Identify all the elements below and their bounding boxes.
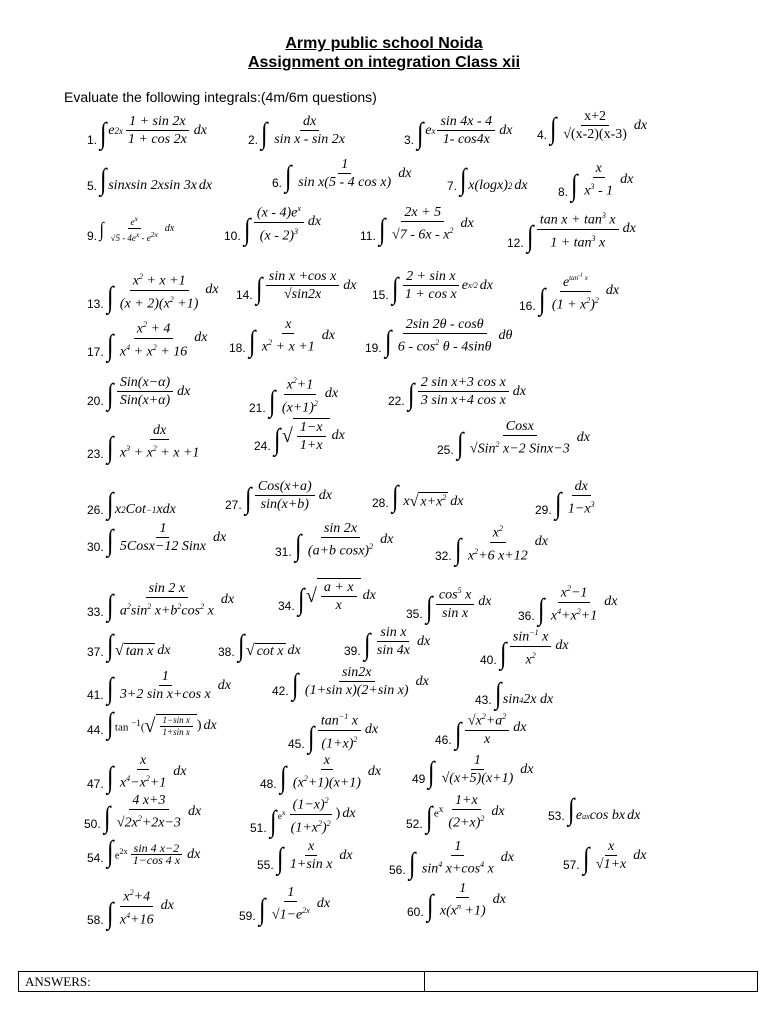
question-number: 20. bbox=[87, 394, 104, 408]
answers-cell bbox=[425, 972, 757, 991]
integrand: $\frac{x+2}{√(x-2)(x-3)}$ dx bbox=[563, 109, 648, 142]
question-60: 60. ∫ $\frac{1}{x(x^n +1)}$ dx bbox=[407, 881, 506, 922]
question-4: 4. ∫ $\frac{x+2}{√(x-2)(x-3)}$ dx bbox=[537, 109, 648, 145]
question-number: 56. bbox=[389, 862, 406, 877]
question-number: 26. bbox=[87, 503, 104, 517]
integrand: $\frac{x}{(x^2+1)(x+1)}$ dx bbox=[292, 753, 382, 791]
question-57: 57. ∫ $\frac{x}{√1+x}$ dx bbox=[563, 839, 647, 875]
question-24: 24. ∫ √ $\frac{1-x}{1+x}$ dx bbox=[254, 420, 345, 456]
question-number: 47. bbox=[87, 776, 104, 791]
question-number: 22. bbox=[388, 394, 405, 408]
question-number: 36. bbox=[518, 609, 535, 624]
question-number: 13. bbox=[87, 297, 104, 312]
integrand: $\frac{x}{x^2 + x +1}$ dx bbox=[261, 317, 335, 355]
question-number: 55. bbox=[257, 858, 274, 872]
integrand: $\frac{x^2+1}{(x+1)^2}$ dx bbox=[277, 372, 338, 416]
question-number: 28. bbox=[372, 496, 389, 510]
question-number: 9. bbox=[87, 229, 98, 243]
question-13: 13. ∫ $\frac{x^2 + x +1}{(x + 2)(x^2 +1)}$ dx bbox=[87, 268, 219, 312]
question-number: 33. bbox=[87, 604, 104, 619]
question-number: 12. bbox=[507, 236, 524, 251]
question-23: 23. ∫ $\frac{dx}{x^3 + x^2 + x +1}$ bbox=[87, 422, 204, 462]
question-56: 56. ∫ $\frac{1}{\sin^4 x+\cos^4 x}$ dx bbox=[389, 839, 515, 880]
question-number: 38. bbox=[218, 645, 235, 659]
question-38: 38. ∫ √ cot x dx bbox=[218, 629, 301, 662]
question-20: 20. ∫ $\frac{\text{Sin(x−α)}}{\text{Sin(x+α)}}$ dx bbox=[87, 375, 191, 411]
question-47: 47. ∫ $\frac{x}{x^4-x^2+1}$ dx bbox=[87, 753, 187, 794]
question-49: 49 ∫ $\frac{1}{√(x+5)(x+1)}$ dx bbox=[412, 753, 534, 789]
question-46: 46. ∫ $\frac{√x^2+a^2}{x}$ dx bbox=[435, 708, 526, 748]
integrand: √ $\frac{a + x}{x}$ dx bbox=[305, 580, 376, 613]
integrand: $\frac{1}{\text{3+2 sin x+cos x}}$ dx bbox=[119, 669, 231, 702]
question-number: 5. bbox=[87, 179, 98, 193]
question-number: 50. bbox=[84, 816, 101, 831]
question-25: 25. ∫ $\frac{\text{Cosx}}{√Sin^2 x-2 Sinx-3}$ dx bbox=[437, 419, 590, 460]
integrand: $\frac{x^2}{x^2+6 x+12}$ dx bbox=[463, 520, 548, 564]
question-number: 46. bbox=[435, 732, 452, 747]
question-number: 30. bbox=[87, 540, 104, 554]
question-39: 39. ∫ $\frac{\text{sin x}}{\sin 4x}$ dx bbox=[344, 625, 431, 661]
question-41: 41. ∫ $\frac{1}{\text{3+2 sin x+cos x}}$ dx bbox=[87, 669, 231, 705]
integrand: $\frac{\text{2 + sin x}}{\text{1 + cos x}}$ e x/2 dx bbox=[404, 269, 493, 302]
integrand: e x $\frac{\sin 4x - 4}{1- \cos 4x}$ dx bbox=[425, 114, 513, 147]
integrand: tan $^{-1}$( √ $\frac{\text{1−sin x}}{\text{1+sin x}}$ ) dx bbox=[114, 714, 217, 737]
question-7: 7. ∫ x (log x ) 2 dx bbox=[447, 163, 528, 196]
integrand: $\frac{x^2-1}{x^4+x^2+1}$ dx bbox=[546, 580, 618, 624]
integrand: $\frac{2x + 5}{√7 - 6x - x^2}$ dx bbox=[392, 205, 474, 243]
integrand: $\frac{1}{√(x+5)(x+1)}$ dx bbox=[441, 753, 534, 786]
question-number: 43. bbox=[475, 693, 492, 707]
question-number: 2. bbox=[248, 133, 259, 147]
question-18: 18. ∫ $\frac{x}{x^2 + x +1}$ dx bbox=[229, 317, 335, 358]
question-30: 30. ∫ $\frac{1}{\text{5Cosx−12 Sinx}}$ dx bbox=[87, 521, 227, 557]
question-14: 14. ∫ $\frac{\text{sin x +cos x}}{√\sin 2x}$ dx bbox=[236, 269, 357, 305]
question-number: 57. bbox=[563, 858, 580, 872]
integrand: $\frac{x}{x^3 - 1}$ dx bbox=[584, 161, 634, 199]
integrand: $\frac{x}{\text{1+sin x}}$ dx bbox=[289, 839, 353, 872]
integrand: $\frac{\sin^{-1} x}{x^2}$ dx bbox=[508, 624, 569, 668]
integrand: $e^{2x}$ $\frac{\sin 4 x-2}{1-\cos 4 x}$ dx bbox=[114, 841, 201, 867]
question-12: 12. ∫ $\frac{\tan x + \tan^3 x}{1 + \tan^3 x}$ dx bbox=[507, 207, 636, 251]
question-number: 19. bbox=[365, 340, 382, 355]
integrand: $\frac{x}{√1+x}$ dx bbox=[595, 839, 647, 872]
question-34: 34. ∫ √ $\frac{a + x}{x}$ dx bbox=[278, 580, 376, 616]
question-55: 55. ∫ $\frac{x}{\text{1+sin x}}$ dx bbox=[257, 839, 353, 875]
question-40: 40. ∫ $\frac{\sin^{-1} x}{x^2}$ dx bbox=[480, 624, 569, 668]
instruction: Evaluate the following integrals:(4m/6m questions) bbox=[64, 89, 377, 105]
integrand: $\frac{\sin 2x}{\text{(1+sin x)(2+sin x)}}$ dx bbox=[304, 665, 429, 698]
question-number: 44. bbox=[87, 723, 104, 737]
question-32: 32. ∫ $\frac{x^2}{x^2+6 x+12}$ dx bbox=[435, 520, 548, 564]
question-number: 54. bbox=[87, 851, 104, 865]
question-10: 10. ∫ $\frac{(x - 4)e^x}{(x - 2)^3}$ dx bbox=[224, 200, 321, 244]
integrand: $\frac{dx}{x^3 + x^2 + x +1}$ bbox=[119, 423, 200, 461]
integrand: $\frac{\tan^{-1} x}{(1+x)^2}$ dx bbox=[316, 708, 378, 752]
integrand: $\frac{1}{√1-e^{2x}}$ dx bbox=[271, 885, 331, 923]
question-36: 36. ∫ $\frac{x^2-1}{x^4+x^2+1}$ dx bbox=[518, 580, 617, 624]
question-number: 39. bbox=[344, 644, 361, 658]
integrand: $\frac{2\sin 2\theta - \cos\theta}{6 - \cos^2 \theta - 4\sin\theta}$ dθ bbox=[397, 317, 513, 355]
question-number: 29. bbox=[535, 502, 552, 517]
question-48: 48. ∫ $\frac{x}{(x^2+1)(x+1)}$ dx bbox=[260, 753, 382, 794]
integrand: $\frac{\text{Cosx}}{√Sin^2 x-2 Sinx-3}$ dx bbox=[469, 419, 590, 457]
school-name: Army public school Noida bbox=[285, 35, 483, 52]
question-number: 45. bbox=[288, 737, 305, 752]
question-8: 8. ∫ $\frac{x}{x^3 - 1}$ dx bbox=[558, 161, 634, 202]
integrand: $e^x$ $\frac{1+x}{(2+x)^2}$ dx bbox=[433, 793, 505, 831]
question-number: 42. bbox=[272, 684, 289, 698]
question-number: 16. bbox=[519, 298, 536, 313]
question-52: 52. ∫ $e^x$ $\frac{1+x}{(2+x)^2}$ dx bbox=[406, 793, 505, 834]
question-1: 1. ∫ e 2x $\frac{1 + \sin 2x}{1 + \cos 2x}$ dx bbox=[87, 114, 207, 150]
integrand: $\frac{\text{sin x}}{\sin 4x}$ dx bbox=[376, 625, 431, 658]
question-44: 44. ∫ tan $^{-1}$( √ $\frac{\text{1−sin x}}{\text{1+sin x}}$ ) dx bbox=[87, 707, 217, 740]
question-number: 8. bbox=[558, 184, 569, 199]
integrand: $\frac{dx}{1-x^3}$ bbox=[567, 479, 595, 517]
integrand: $\frac{\text{Sin(x−α)}}{\text{Sin(x+α)}}$ dx bbox=[115, 374, 190, 409]
question-number: 10. bbox=[224, 229, 241, 244]
integrand: $e^x$ $\frac{(1-x)^2}{(1+x^2)^2}$ ) dx bbox=[278, 792, 356, 836]
question-number: 58. bbox=[87, 913, 104, 928]
question-number: 32. bbox=[435, 549, 452, 564]
question-number: 18. bbox=[229, 340, 246, 355]
question-number: 15. bbox=[372, 288, 389, 302]
question-number: 17. bbox=[87, 345, 104, 360]
question-15: 15. ∫ $\frac{\text{2 + sin x}}{\text{1 + cos x}}$ e x/2 dx bbox=[372, 269, 493, 305]
integrand: $\frac{\text{2 sin x+3 cos x}}{\text{3 sin x+4 cos x}}$ dx bbox=[416, 374, 526, 409]
integrand: $\frac{\tan x + \tan^3 x}{1 + \tan^3 x}$ dx bbox=[535, 207, 636, 251]
question-number: 34. bbox=[278, 599, 295, 613]
question-58: 58. ∫ $\frac{x^2+4}{x^4+16}$ dx bbox=[87, 884, 174, 928]
question-53: 53. ∫ e ax cos b x dx bbox=[548, 793, 641, 826]
question-3: 3. ∫ e x $\frac{\sin 4x - 4}{1- \cos 4x}$ dx bbox=[404, 114, 513, 150]
question-number: 59. bbox=[239, 908, 256, 923]
question-37: 37. ∫ √ tan x dx bbox=[87, 629, 171, 662]
question-28: 28. ∫ x √ $x+x^2$ dx bbox=[372, 480, 464, 513]
question-number: 52. bbox=[406, 816, 423, 831]
question-42: 42. ∫ $\frac{\sin 2x}{\text{(1+sin x)(2+sin x)}}$ dx bbox=[272, 665, 429, 701]
integrand: $\frac{1}{\text{5Cosx−12 Sinx}}$ dx bbox=[119, 521, 227, 554]
question-number: 6. bbox=[272, 176, 283, 190]
question-22: 22. ∫ $\frac{\text{2 sin x+3 cos x}}{\text{3 sin x+4 cos x}}$ dx bbox=[388, 375, 527, 411]
question-45: 45. ∫ $\frac{\tan^{-1} x}{(1+x)^2}$ dx bbox=[288, 708, 378, 752]
integrand: sin x sin 2 x sin 3 x dx bbox=[108, 178, 213, 193]
question-29: 29. ∫ $\frac{dx}{1-x^3}$ bbox=[535, 478, 600, 518]
integrand: $\frac{4 x+3}{√2x^2+2x-3}$ dx bbox=[116, 793, 202, 831]
integrand: $\frac{dx}{\text{sin x - sin 2x}}$ bbox=[274, 114, 346, 147]
integrand: $\frac{\text{sin x +cos x}}{√\sin 2x}$ dx bbox=[264, 268, 357, 303]
question-number: 27. bbox=[225, 498, 242, 512]
question-50: 50. ∫ $\frac{4 x+3}{√2x^2+2x-3}$ dx bbox=[84, 793, 202, 834]
question-number: 24. bbox=[254, 439, 271, 453]
integrand: $\frac{1}{\text{sin x(5 - 4 cos x)}}$ dx bbox=[298, 157, 412, 190]
question-number: 31. bbox=[275, 544, 292, 559]
question-number: 14. bbox=[236, 288, 253, 302]
question-26: 26. ∫ x 2 Cot −1 x dx bbox=[87, 487, 176, 520]
question-number: 3. bbox=[404, 133, 415, 147]
integrand: $\frac{e^{tan^{-1} x}}{(1 + x^2)^2}$ dx bbox=[547, 268, 619, 314]
assignment-title: Assignment on integration Class xii bbox=[247, 54, 521, 71]
question-number: 7. bbox=[447, 179, 458, 193]
integrand: e ax cos b x dx bbox=[575, 808, 641, 823]
question-35: 35. ∫ $\frac{\cos^5 x}{\text{sin x}}$ dx bbox=[406, 582, 492, 622]
question-number: 51. bbox=[250, 821, 267, 836]
question-2: 2. ∫ $\frac{dx}{\text{sin x - sin 2x}}$ bbox=[248, 113, 350, 148]
question-54: 54. ∫ $e^{2x}$ $\frac{\sin 4 x-2}{1-\cos 4 x}$ dx bbox=[87, 835, 201, 868]
question-33: 33. ∫ $\frac{\sin 2 x}{a^2\sin^2 x+b^2\cos^2 x}$ dx bbox=[87, 581, 235, 622]
integrand: √ cot x dx bbox=[245, 642, 301, 659]
integrand: √ $\frac{1-x}{1+x}$ dx bbox=[281, 420, 345, 453]
integrand: x √ $x+x^2$ dx bbox=[403, 492, 464, 510]
integrand: $\frac{\sin 2 x}{a^2\sin^2 x+b^2\cos^2 x}$ dx bbox=[119, 581, 235, 619]
integrand: x 2 Cot −1 x dx bbox=[114, 502, 176, 517]
integrand: $\frac{1}{x(x^n +1)}$ dx bbox=[439, 881, 506, 919]
integrand: sin 4 2 x dx bbox=[502, 692, 554, 707]
question-number: 40. bbox=[480, 653, 497, 668]
integrand: $\frac{(x - 4)e^x}{(x - 2)^3}$ dx bbox=[252, 200, 321, 244]
question-31: 31. ∫ $\frac{\sin 2x}{(a+b \cos x)^2}$ dx bbox=[275, 521, 394, 562]
question-number: 35. bbox=[406, 606, 423, 621]
question-9: 9. ∫ $\frac{e^x}{√5 - 4e^x - e^{2x}}$ dx bbox=[87, 214, 175, 243]
integrand: $\frac{x^2+4}{x^4+16}$ dx bbox=[115, 884, 174, 928]
question-27: 27. ∫ $\frac{\text{Cos(x+a)}}{\sin(x+b)}$ dx bbox=[225, 479, 332, 515]
question-16: 16. ∫ $\frac{e^{tan^{-1} x}}{(1 + x^2)^2}$ dx bbox=[519, 268, 619, 314]
question-number: 25. bbox=[437, 442, 454, 457]
answers-table bbox=[18, 971, 758, 992]
integrand: $\frac{\sin 2x}{(a+b \cos x)^2}$ dx bbox=[307, 521, 394, 559]
integrand: $\frac{\text{Cos(x+a)}}{\sin(x+b)}$ dx bbox=[253, 478, 332, 513]
integrand: x (log x ) 2 dx bbox=[468, 178, 528, 193]
question-51: 51. ∫ $e^x$ $\frac{(1-x)^2}{(1+x^2)^2}$ ) dx bbox=[250, 792, 356, 836]
integrand: $\frac{1}{\sin^4 x+\cos^4 x}$ dx bbox=[421, 839, 515, 877]
question-11: 11. ∫ $\frac{2x + 5}{√7 - 6x - x^2}$ dx bbox=[360, 205, 474, 246]
question-number: 49 bbox=[412, 772, 426, 786]
question-number: 48. bbox=[260, 776, 277, 791]
question-21: 21. ∫ $\frac{x^2+1}{(x+1)^2}$ dx bbox=[249, 372, 338, 416]
question-17: 17. ∫ $\frac{x^2 + 4}{x^4 + x^2 + 16}$ dx bbox=[87, 316, 207, 360]
integrand: $\frac{x^2 + x +1}{(x + 2)(x^2 +1)}$ dx bbox=[115, 268, 219, 312]
integrand: √ tan x dx bbox=[114, 642, 171, 659]
integrand: $\frac{e^x}{√5 - 4e^x - e^{2x}}$ dx bbox=[110, 214, 175, 243]
question-number: 21. bbox=[249, 401, 266, 416]
integrand: $\frac{√x^2+a^2}{x}$ dx bbox=[463, 708, 527, 748]
question-number: 37. bbox=[87, 645, 104, 659]
integrand: $\frac{\cos^5 x}{\text{sin x}}$ dx bbox=[434, 582, 492, 622]
answers-label: ANSWERS: bbox=[19, 972, 425, 991]
question-number: 60. bbox=[407, 904, 424, 919]
question-43: 43. ∫ sin 4 2 x dx bbox=[475, 677, 554, 710]
question-6: 6. ∫ $\frac{1}{\text{sin x(5 - 4 cos x)}}$ dx bbox=[272, 157, 412, 193]
integrand: e 2x $\frac{1 + \sin 2x}{1 + \cos 2x}$ dx bbox=[108, 114, 207, 147]
integrand: $\frac{x^2 + 4}{x^4 + x^2 + 16}$ dx bbox=[115, 316, 208, 360]
question-number: 23. bbox=[87, 446, 104, 461]
question-number: 11. bbox=[360, 228, 376, 243]
question-19: 19. ∫ $\frac{2\sin 2\theta - \cos\theta}{6 - \cos^2 \theta - 4\sin\theta}$ dθ bbox=[365, 317, 513, 358]
question-number: 1. bbox=[87, 133, 98, 147]
question-number: 4. bbox=[537, 128, 548, 142]
integrand: $\frac{x}{x^4-x^2+1}$ dx bbox=[119, 753, 187, 791]
question-number: 53. bbox=[548, 809, 565, 823]
question-number: 41. bbox=[87, 688, 104, 702]
question-5: 5. ∫ sin x sin 2 x sin 3 x dx bbox=[87, 163, 213, 196]
question-59: 59. ∫ $\frac{1}{√1-e^{2x}}$ dx bbox=[239, 885, 331, 926]
